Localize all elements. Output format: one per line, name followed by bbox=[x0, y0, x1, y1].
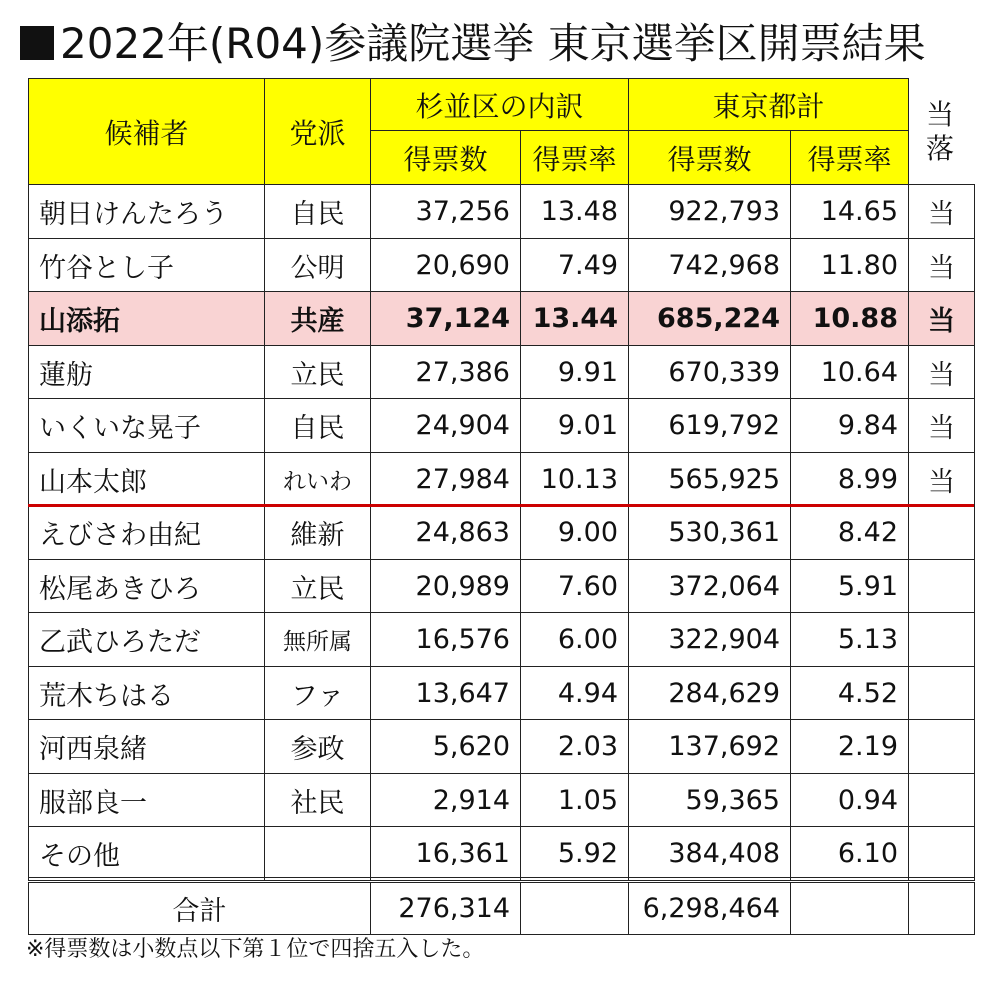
ward-rate: 9.00 bbox=[520, 505, 629, 560]
ward-votes: 13,647 bbox=[370, 666, 521, 720]
tokyo-rate: 14.65 bbox=[790, 184, 909, 239]
candidate-name: 服部良一 bbox=[28, 773, 265, 827]
candidate-name: いくいな晃子 bbox=[28, 398, 265, 453]
tokyo-rate: 6.10 bbox=[790, 826, 909, 881]
header-tokyo-rate: 得票率 bbox=[790, 130, 909, 185]
tokyo-votes: 372,064 bbox=[628, 559, 791, 613]
total-label: 合計 bbox=[28, 882, 371, 935]
result-mark bbox=[908, 612, 975, 667]
party-name bbox=[264, 826, 371, 881]
ward-votes: 24,863 bbox=[370, 505, 521, 560]
footnote: ※得票数は小数点以下第１位で四捨五入した。 bbox=[26, 937, 485, 962]
candidate-name: 松尾あきひろ bbox=[28, 559, 265, 613]
tokyo-votes: 137,692 bbox=[628, 719, 791, 774]
ward-rate: 2.03 bbox=[520, 719, 629, 774]
party-name: 立民 bbox=[264, 345, 371, 399]
page-title-text: 2022年(R04)参議院選挙 東京選挙区開票結果 bbox=[60, 19, 926, 68]
tokyo-rate: 9.84 bbox=[790, 398, 909, 453]
ward-votes: 16,361 bbox=[370, 826, 521, 881]
party-name: 公明 bbox=[264, 238, 371, 292]
ward-rate: 7.60 bbox=[520, 559, 629, 613]
tokyo-rate: 10.64 bbox=[790, 345, 909, 399]
header-ward-rate: 得票率 bbox=[520, 130, 629, 185]
tokyo-votes: 670,339 bbox=[628, 345, 791, 399]
header-tokyo-votes: 得票数 bbox=[628, 130, 791, 185]
tokyo-rate: 5.91 bbox=[790, 559, 909, 613]
tokyo-votes: 742,968 bbox=[628, 238, 791, 292]
total-tokyo-rate-empty bbox=[790, 882, 909, 935]
party-name: 自民 bbox=[264, 184, 371, 239]
result-mark: 当 bbox=[908, 291, 975, 346]
party-name: 立民 bbox=[264, 559, 371, 613]
party-name: 自民 bbox=[264, 398, 371, 453]
party-name: ファ bbox=[264, 666, 371, 720]
party-name: 社民 bbox=[264, 773, 371, 827]
candidate-name: 山添拓 bbox=[28, 291, 265, 346]
candidate-name: 竹谷とし子 bbox=[28, 238, 265, 292]
tokyo-rate: 5.13 bbox=[790, 612, 909, 667]
ward-rate: 5.92 bbox=[520, 826, 629, 881]
tokyo-votes: 922,793 bbox=[628, 184, 791, 239]
ward-rate: 7.49 bbox=[520, 238, 629, 292]
result-mark: 当 bbox=[908, 238, 975, 292]
tokyo-rate: 0.94 bbox=[790, 773, 909, 827]
header-tokyo-group: 東京都計 bbox=[628, 78, 909, 131]
tokyo-votes: 284,629 bbox=[628, 666, 791, 720]
result-mark bbox=[908, 719, 975, 774]
winner-divider-line bbox=[28, 504, 974, 507]
result-mark bbox=[908, 773, 975, 827]
candidate-name: 乙武ひろただ bbox=[28, 612, 265, 667]
square-bullet-icon bbox=[20, 26, 54, 60]
tokyo-votes: 322,904 bbox=[628, 612, 791, 667]
total-ward-votes: 276,314 bbox=[370, 882, 521, 935]
result-mark: 当 bbox=[908, 452, 975, 506]
result-mark bbox=[908, 505, 975, 560]
ward-rate: 9.01 bbox=[520, 398, 629, 453]
party-name: 維新 bbox=[264, 505, 371, 560]
header-result: 当落 bbox=[926, 97, 955, 165]
ward-rate: 13.44 bbox=[520, 291, 629, 346]
party-name: 共産 bbox=[264, 291, 371, 346]
ward-rate: 10.13 bbox=[520, 452, 629, 506]
candidate-name: 河西泉緒 bbox=[28, 719, 265, 774]
result-mark: 当 bbox=[908, 184, 975, 239]
ward-rate: 6.00 bbox=[520, 612, 629, 667]
ward-votes: 24,904 bbox=[370, 398, 521, 453]
ward-votes: 37,124 bbox=[370, 291, 521, 346]
party-name: 無所属 bbox=[264, 612, 371, 667]
candidate-name: 山本太郎 bbox=[28, 452, 265, 506]
ward-votes: 27,984 bbox=[370, 452, 521, 506]
total-result-empty bbox=[908, 882, 975, 935]
page-title bbox=[20, 14, 926, 74]
ward-rate: 4.94 bbox=[520, 666, 629, 720]
ward-votes: 20,690 bbox=[370, 238, 521, 292]
party-name: 参政 bbox=[264, 719, 371, 774]
tokyo-rate: 10.88 bbox=[790, 291, 909, 346]
candidate-name: 荒木ちはる bbox=[28, 666, 265, 720]
header-party: 党派 bbox=[264, 78, 371, 185]
tokyo-rate: 8.99 bbox=[790, 452, 909, 506]
result-mark bbox=[908, 666, 975, 720]
ward-votes: 37,256 bbox=[370, 184, 521, 239]
ward-votes: 27,386 bbox=[370, 345, 521, 399]
ward-rate: 13.48 bbox=[520, 184, 629, 239]
tokyo-votes: 565,925 bbox=[628, 452, 791, 506]
tokyo-rate: 4.52 bbox=[790, 666, 909, 720]
candidate-name: 蓮舫 bbox=[28, 345, 265, 399]
ward-rate: 9.91 bbox=[520, 345, 629, 399]
tokyo-votes: 384,408 bbox=[628, 826, 791, 881]
tokyo-rate: 2.19 bbox=[790, 719, 909, 774]
tokyo-votes: 59,365 bbox=[628, 773, 791, 827]
tokyo-rate: 8.42 bbox=[790, 505, 909, 560]
candidate-name: 朝日けんたろう bbox=[28, 184, 265, 239]
ward-votes: 16,576 bbox=[370, 612, 521, 667]
candidate-name: えびさわ由紀 bbox=[28, 505, 265, 560]
header-candidate: 候補者 bbox=[28, 78, 265, 185]
party-name: れいわ bbox=[264, 452, 371, 506]
result-mark: 当 bbox=[908, 345, 975, 399]
header-ward-votes: 得票数 bbox=[370, 130, 521, 185]
total-divider bbox=[28, 877, 974, 878]
tokyo-votes: 685,224 bbox=[628, 291, 791, 346]
ward-votes: 20,989 bbox=[370, 559, 521, 613]
total-ward-rate-empty bbox=[520, 882, 629, 935]
tokyo-votes: 530,361 bbox=[628, 505, 791, 560]
header-ward-group: 杉並区の内訳 bbox=[370, 78, 629, 131]
tokyo-votes: 619,792 bbox=[628, 398, 791, 453]
ward-votes: 5,620 bbox=[370, 719, 521, 774]
candidate-name: その他 bbox=[28, 826, 265, 881]
result-mark bbox=[908, 559, 975, 613]
ward-votes: 2,914 bbox=[370, 773, 521, 827]
tokyo-rate: 11.80 bbox=[790, 238, 909, 292]
ward-rate: 1.05 bbox=[520, 773, 629, 827]
result-mark: 当 bbox=[908, 398, 975, 453]
result-mark bbox=[908, 826, 975, 881]
total-tokyo-votes: 6,298,464 bbox=[628, 882, 791, 935]
